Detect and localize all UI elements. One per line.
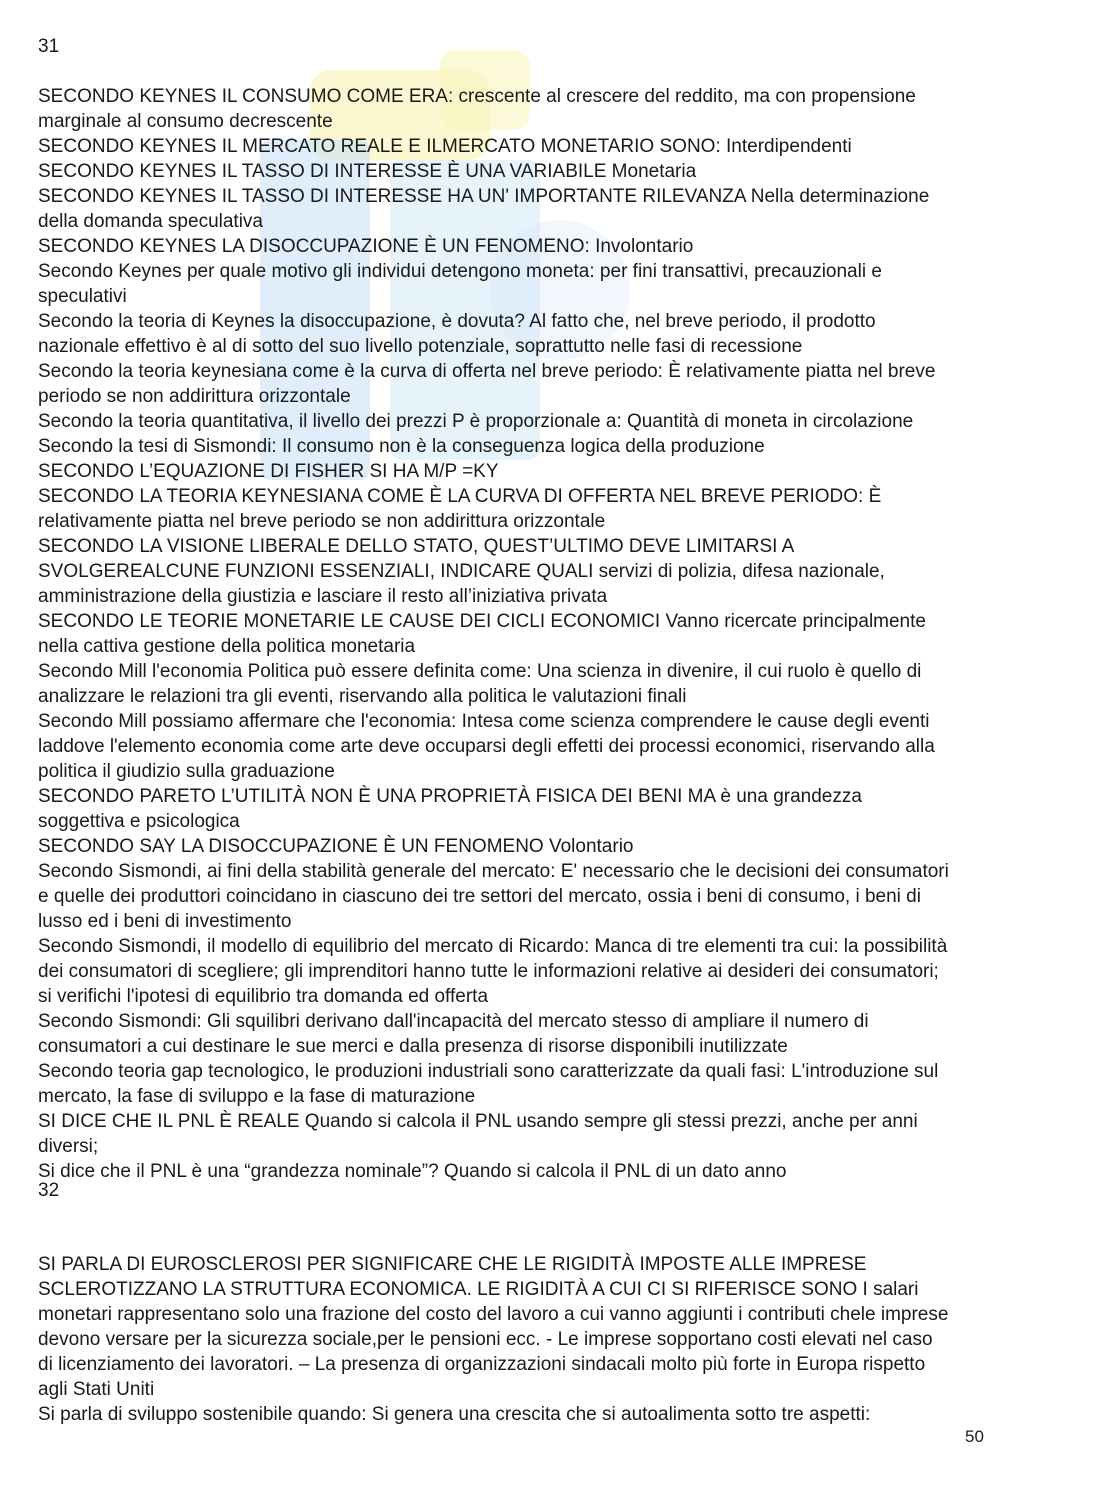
page-folio: 50 [965,1427,984,1446]
text-line: Secondo la teoria quantitativa, il livello dei prezzi P è proporzionale a: Quantità di moneta in circolazione [38,411,914,432]
text-line: nazionale effettivo è al di sotto del suo livello potenziale, soprattutto nelle fasi di recessione [38,336,803,357]
text-line: relativamente piatta nel breve periodo se non addirittura orizzontale [38,511,606,532]
text-line: SECONDO KEYNES IL TASSO DI INTERESSE HA UN' IMPORTANTE RILEVANZA Nella determinazione [38,186,930,207]
text-line: Si parla di sviluppo sostenibile quando: Si genera una crescita che si autoalimenta sotto tre aspetti: [38,1404,871,1425]
text-line: Secondo la teoria di Keynes la disoccupazione, è dovuta? Al fatto che, nel breve periodo, il prodotto [38,311,876,332]
text-line: soggettiva e psicologica [38,811,240,832]
text-line: e quelle dei produttori coincidano in ciascuno dei tre settori del mercato, ossia i beni di consumo, i beni di [38,886,921,907]
text-line: speculativi [38,286,127,307]
text-line: monetari rappresentano solo una frazione del costo del lavoro a cui vanno aggiunti i contributi chele imprese [38,1304,949,1325]
text-line: SECONDO L’EQUAZIONE DI FISHER SI HA M/P =KY [38,461,499,482]
text-line: di licenziamento dei lavoratori. – La presenza di organizzazioni sindacali molto più forte in Europa rispetto [38,1354,926,1375]
text-block-1 [38,84,1083,1184]
text-line: Secondo Sismondi, ai fini della stabilità generale del mercato: E' necessario che le decisioni dei consumatori [38,861,949,882]
text-line: Secondo la teoria keynesiana come è la curva di offerta nel breve periodo: È relativamente piatta nel breve [38,361,936,382]
text-line: SVOLGEREALCUNE FUNZIONI ESSENZIALI, INDICARE QUALI servizi di polizia, difesa nazionale, [38,561,885,582]
text-line: Secondo Sismondi: Gli squilibri derivano dall'incapacità del mercato stesso di ampliare il numero di [38,1011,869,1032]
text-line: diversi; [38,1136,99,1157]
text-line: laddove l'elemento economia come arte deve occuparsi degli effetti dei processi economici, riservando alla [38,736,935,757]
text-line: SI DICE CHE IL PNL È REALE Quando si calcola il PNL usando sempre gli stessi prezzi, anche per anni [38,1111,918,1132]
text-line: nella cattiva gestione della politica monetaria [38,636,416,657]
text-block-2 [38,1252,1083,1427]
page-marker-mid: 32 [38,1180,60,1201]
text-line: SECONDO KEYNES LA DISOCCUPAZIONE È UN FENOMENO: Involontario [38,236,694,257]
text-line: politica il giudizio sulla graduazione [38,761,335,782]
text-line: consumatori a cui destinare le sue merci e dalla presenza di risorse disponibili inutilizzate [38,1036,788,1057]
text-line: SECONDO KEYNES IL MERCATO REALE E ILMERCATO MONETARIO SONO: Interdipendenti [38,136,852,157]
text-line: devono versare per la sicurezza sociale,per le pensioni ecc. - Le imprese sopportano costi elevati nel caso [38,1329,933,1350]
page-marker-top: 31 [38,36,60,57]
text-line: Secondo Keynes per quale motivo gli individui detengono moneta: per fini transattivi, precauzionali e [38,261,882,282]
text-line: SECONDO SAY LA DISOCCUPAZIONE È UN FENOMENO Volontario [38,836,634,857]
text-line: lusso ed i beni di investimento [38,911,292,932]
text-line: SI PARLA DI EUROSCLEROSI PER SIGNIFICARE CHE LE RIGIDITÀ IMPOSTE ALLE IMPRESE [38,1254,867,1275]
text-line: SECONDO KEYNES IL CONSUMO COME ERA: crescente al crescere del reddito, ma con propensione [38,86,916,107]
text-line: Secondo Sismondi, il modello di equilibrio del mercato di Ricardo: Manca di tre elementi tra cui: la possibilità [38,936,948,957]
text-line: SECONDO PARETO L’UTILITÀ NON È UNA PROPRIETÀ FISICA DEI BENI MA è una grandezza [38,786,862,807]
text-line: SECONDO LA VISIONE LIBERALE DELLO STATO, QUEST’ULTIMO DEVE LIMITARSI A [38,536,795,557]
text-line: Si dice che il PNL è una “grandezza nominale”? Quando si calcola il PNL di un dato anno [38,1161,787,1182]
text-line: SECONDO LA TEORIA KEYNESIANA COME È LA CURVA DI OFFERTA NEL BREVE PERIODO: È [38,486,882,507]
text-line: periodo se non addirittura orizzontale [38,386,351,407]
text-line: SECONDO LE TEORIE MONETARIE LE CAUSE DEI CICLI ECONOMICI Vanno ricercate principalmente [38,611,926,632]
text-line: mercato, la fase di sviluppo e la fase di maturazione [38,1086,476,1107]
text-line: SCLEROTIZZANO LA STRUTTURA ECONOMICA. LE RIGIDITÀ A CUI CI SI RIFERISCE SONO I salari [38,1279,919,1300]
text-line: analizzare le relazioni tra gli eventi, riservando alla politica le valutazioni finali [38,686,687,707]
text-line: Secondo teoria gap tecnologico, le produzioni industriali sono caratterizzate da quali fasi: L'introduzione sul [38,1061,939,1082]
text-line: amministrazione della giustizia e lasciare il resto all’iniziativa privata [38,586,608,607]
text-line: SECONDO KEYNES IL TASSO DI INTERESSE È UNA VARIABILE Monetaria [38,161,697,182]
text-line: della domanda speculativa [38,211,263,232]
text-line: Secondo Mill possiamo affermare che l'economia: Intesa come scienza comprendere le cause degli eventi [38,711,930,732]
text-line: marginale al consumo decrescente [38,111,333,132]
text-line: Secondo Mill l'economia Politica può essere definita come: Una scienza in divenire, il cui ruolo è quello di [38,661,922,682]
text-line: si verifichi l'ipotesi di equilibrio tra domanda ed offerta [38,986,489,1007]
text-line: agli Stati Uniti [38,1379,155,1400]
text-line: Secondo la tesi di Sismondi: Il consumo non è la conseguenza logica della produzione [38,436,765,457]
text-line: dei consumatori di scegliere; gli imprenditori hanno tutte le informazioni relative ai desideri dei consumatori; [38,961,939,982]
